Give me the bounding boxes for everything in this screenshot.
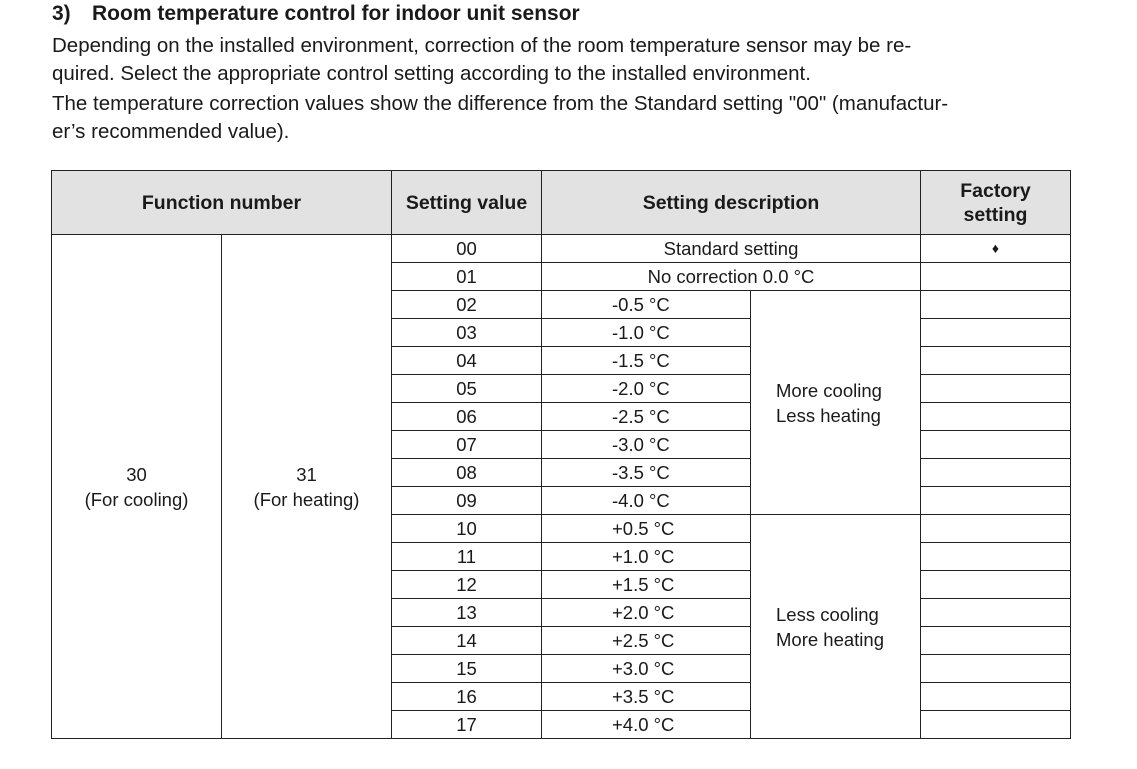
header-factory-line: Factory <box>960 179 1031 202</box>
table-body <box>52 235 1071 739</box>
settings-table <box>51 170 1071 739</box>
group-note-line: Less heating <box>776 404 881 426</box>
setting-value: 01 <box>392 263 542 291</box>
group-note-line: More cooling <box>776 379 882 401</box>
function-cooling-cell <box>52 235 222 739</box>
function-label: (For heating) <box>253 488 360 510</box>
section-title: Room temperature control for indoor unit sensor <box>92 2 580 25</box>
factory-setting <box>921 347 1071 375</box>
setting-value: 00 <box>392 235 542 263</box>
function-heating-cell <box>222 235 392 739</box>
factory-setting <box>921 515 1071 543</box>
header-factory-setting <box>921 171 1071 235</box>
group-note-positive <box>751 515 921 739</box>
factory-setting <box>921 431 1071 459</box>
intro-paragraph <box>52 32 911 88</box>
factory-setting <box>921 291 1071 319</box>
setting-description: -1.5 °C <box>542 347 751 375</box>
setting-description: +4.0 °C <box>542 711 751 739</box>
setting-value: 09 <box>392 487 542 515</box>
setting-value: 16 <box>392 683 542 711</box>
function-number: 31 <box>296 463 317 485</box>
setting-value: 15 <box>392 655 542 683</box>
factory-setting <box>921 543 1071 571</box>
function-number: 30 <box>126 463 147 485</box>
setting-description: -4.0 °C <box>542 487 751 515</box>
paragraph-line: er’s recommended value). <box>52 120 290 143</box>
factory-setting <box>921 655 1071 683</box>
header-factory-line: setting <box>963 203 1028 226</box>
setting-description: -0.5 °C <box>542 291 751 319</box>
factory-setting <box>921 711 1071 739</box>
setting-value: 17 <box>392 711 542 739</box>
setting-description: -2.0 °C <box>542 375 751 403</box>
header-setting-value: Setting value <box>392 171 542 235</box>
header-function-number: Function number <box>52 171 392 235</box>
setting-description: -1.0 °C <box>542 319 751 347</box>
group-note-line: More heating <box>776 628 884 650</box>
factory-setting-marker-icon: ♦ <box>921 235 1071 263</box>
table-header <box>52 171 1071 235</box>
setting-value: 06 <box>392 403 542 431</box>
setting-description: +1.5 °C <box>542 571 751 599</box>
setting-description: +2.0 °C <box>542 599 751 627</box>
setting-description: +0.5 °C <box>542 515 751 543</box>
setting-value: 07 <box>392 431 542 459</box>
factory-setting <box>921 375 1071 403</box>
setting-description: +1.0 °C <box>542 543 751 571</box>
factory-setting <box>921 599 1071 627</box>
setting-description: Standard setting <box>542 235 921 263</box>
group-note-line: Less cooling <box>776 603 879 625</box>
setting-description: +2.5 °C <box>542 627 751 655</box>
setting-value: 11 <box>392 543 542 571</box>
setting-description: No correction 0.0 °C <box>542 263 921 291</box>
paragraph-line: Depending on the installed environment, correction of the room temperature sensor may be re- <box>52 34 912 57</box>
factory-setting <box>921 403 1071 431</box>
header-setting-description: Setting description <box>542 171 921 235</box>
setting-description: -3.0 °C <box>542 431 751 459</box>
factory-setting <box>921 627 1071 655</box>
setting-value: 03 <box>392 319 542 347</box>
setting-value: 04 <box>392 347 542 375</box>
factory-setting <box>921 459 1071 487</box>
factory-setting <box>921 263 1071 291</box>
setting-value: 12 <box>392 571 542 599</box>
setting-value: 02 <box>392 291 542 319</box>
setting-description: +3.0 °C <box>542 655 751 683</box>
setting-value: 08 <box>392 459 542 487</box>
factory-setting <box>921 571 1071 599</box>
setting-description: -2.5 °C <box>542 403 751 431</box>
setting-value: 13 <box>392 599 542 627</box>
group-note-negative <box>751 291 921 515</box>
setting-description: -3.5 °C <box>542 459 751 487</box>
factory-setting <box>921 683 1071 711</box>
factory-setting <box>921 487 1071 515</box>
table-row <box>52 235 1071 263</box>
section-number: 3) <box>52 2 71 25</box>
correction-paragraph <box>52 90 948 146</box>
factory-setting <box>921 319 1071 347</box>
paragraph-line: The temperature correction values show the difference from the Standard setting "00" (manufactur- <box>52 92 949 115</box>
paragraph-line: quired. Select the appropriate control setting according to the installed environment. <box>52 62 811 85</box>
setting-description: +3.5 °C <box>542 683 751 711</box>
setting-value: 14 <box>392 627 542 655</box>
section-heading <box>52 2 580 26</box>
setting-value: 10 <box>392 515 542 543</box>
setting-value: 05 <box>392 375 542 403</box>
function-label: (For cooling) <box>84 488 189 510</box>
